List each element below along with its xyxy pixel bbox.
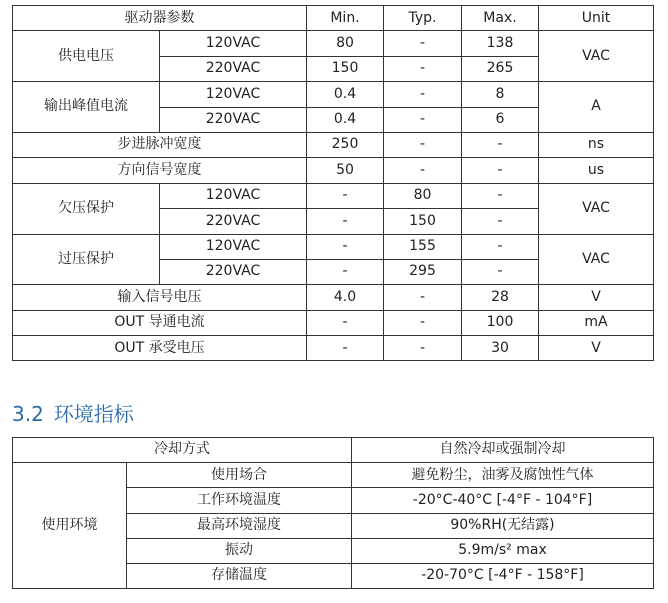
typ-cell: - (384, 285, 462, 310)
typ-cell: - (384, 82, 462, 107)
unit-cell: V (539, 336, 654, 361)
max-cell: 28 (462, 285, 539, 310)
table-row (13, 183, 654, 208)
unit-cell: V (539, 285, 654, 310)
unit-cell: mA (539, 310, 654, 335)
condition-cell: 120VAC (160, 234, 307, 259)
table-row (13, 31, 654, 56)
table-row (13, 132, 654, 157)
max-cell: - (462, 209, 539, 234)
header-param: 驱动器参数 (13, 6, 307, 31)
typ-cell: - (384, 31, 462, 56)
typ-cell: - (384, 310, 462, 335)
min-cell: 80 (307, 31, 384, 56)
typ-cell: - (384, 132, 462, 157)
typ-cell: - (384, 56, 462, 81)
header-min: Min. (307, 6, 384, 31)
typ-cell: - (384, 336, 462, 361)
supply-voltage-label: 供电电压 (13, 31, 160, 82)
min-cell: - (307, 183, 384, 208)
min-cell: - (307, 209, 384, 234)
dir-signal-width-label: 方向信号宽度 (13, 158, 307, 183)
condition-cell: 120VAC (160, 183, 307, 208)
environment-group-label: 使用环境 (13, 463, 127, 589)
max-cell: 265 (462, 56, 539, 81)
max-cell: - (462, 132, 539, 157)
table-header-row (13, 6, 654, 31)
typ-cell: 295 (384, 259, 462, 284)
unit-cell: A (539, 82, 654, 133)
overvoltage-label: 过压保护 (13, 234, 160, 285)
header-unit: Unit (539, 6, 654, 31)
cooling-label: 冷却方式 (13, 438, 352, 463)
table-row (13, 234, 654, 259)
max-cell: 30 (462, 336, 539, 361)
min-cell: - (307, 259, 384, 284)
input-signal-voltage-label: 输入信号电压 (13, 285, 307, 310)
min-cell: 250 (307, 132, 384, 157)
min-cell: 50 (307, 158, 384, 183)
max-cell: 100 (462, 310, 539, 335)
env-value-cell: -20°C-40°C [-4°F - 104°F] (352, 488, 654, 513)
env-label-cell: 工作环境温度 (127, 488, 352, 513)
condition-cell: 120VAC (160, 82, 307, 107)
table-row (13, 336, 654, 361)
min-cell: - (307, 234, 384, 259)
table-row (13, 310, 654, 335)
min-cell: - (307, 310, 384, 335)
table-row (13, 285, 654, 310)
max-cell: - (462, 158, 539, 183)
max-cell: 8 (462, 82, 539, 107)
condition-cell: 220VAC (160, 56, 307, 81)
header-typ: Typ. (384, 6, 462, 31)
env-value-cell: 避免粉尘，油雾及腐蚀性气体 (352, 463, 654, 488)
min-cell: - (307, 336, 384, 361)
header-max: Max. (462, 6, 539, 31)
min-cell: 150 (307, 56, 384, 81)
out-withstand-voltage-label: OUT 承受电压 (13, 336, 307, 361)
env-label-cell: 最高环境湿度 (127, 513, 352, 538)
min-cell: 0.4 (307, 107, 384, 132)
section-heading (12, 398, 134, 427)
max-cell: - (462, 183, 539, 208)
driver-parameters-table (12, 5, 654, 361)
env-label-cell: 使用场合 (127, 463, 352, 488)
cooling-value: 自然冷却或强制冷却 (352, 438, 654, 463)
unit-cell: VAC (539, 234, 654, 285)
env-label-cell: 振动 (127, 538, 352, 563)
typ-cell: - (384, 158, 462, 183)
env-value-cell: 5.9m/s² max (352, 538, 654, 563)
max-cell: - (462, 234, 539, 259)
undervoltage-label: 欠压保护 (13, 183, 160, 234)
env-label-cell: 存储温度 (127, 563, 352, 588)
condition-cell: 220VAC (160, 209, 307, 234)
peak-current-label: 输出峰值电流 (13, 82, 160, 133)
step-pulse-width-label: 步进脉冲宽度 (13, 132, 307, 157)
max-cell: - (462, 259, 539, 284)
condition-cell: 120VAC (160, 31, 307, 56)
section-number: 3.2 (12, 402, 44, 426)
table-row (13, 158, 654, 183)
unit-cell: ns (539, 132, 654, 157)
environment-table (12, 437, 654, 589)
table-row (13, 82, 654, 107)
min-cell: 0.4 (307, 82, 384, 107)
typ-cell: 150 (384, 209, 462, 234)
env-value-cell: -20-70°C [-4°F - 158°F] (352, 563, 654, 588)
table-row (13, 463, 654, 488)
typ-cell: - (384, 107, 462, 132)
max-cell: 6 (462, 107, 539, 132)
unit-cell: us (539, 158, 654, 183)
section-title: 环境指标 (53, 402, 134, 426)
env-value-cell: 90%RH(无结露) (352, 513, 654, 538)
unit-cell: VAC (539, 31, 654, 82)
typ-cell: 80 (384, 183, 462, 208)
min-cell: 4.0 (307, 285, 384, 310)
condition-cell: 220VAC (160, 107, 307, 132)
max-cell: 138 (462, 31, 539, 56)
condition-cell: 220VAC (160, 259, 307, 284)
table-row (13, 438, 654, 463)
unit-cell: VAC (539, 183, 654, 234)
typ-cell: 155 (384, 234, 462, 259)
out-on-current-label: OUT 导通电流 (13, 310, 307, 335)
